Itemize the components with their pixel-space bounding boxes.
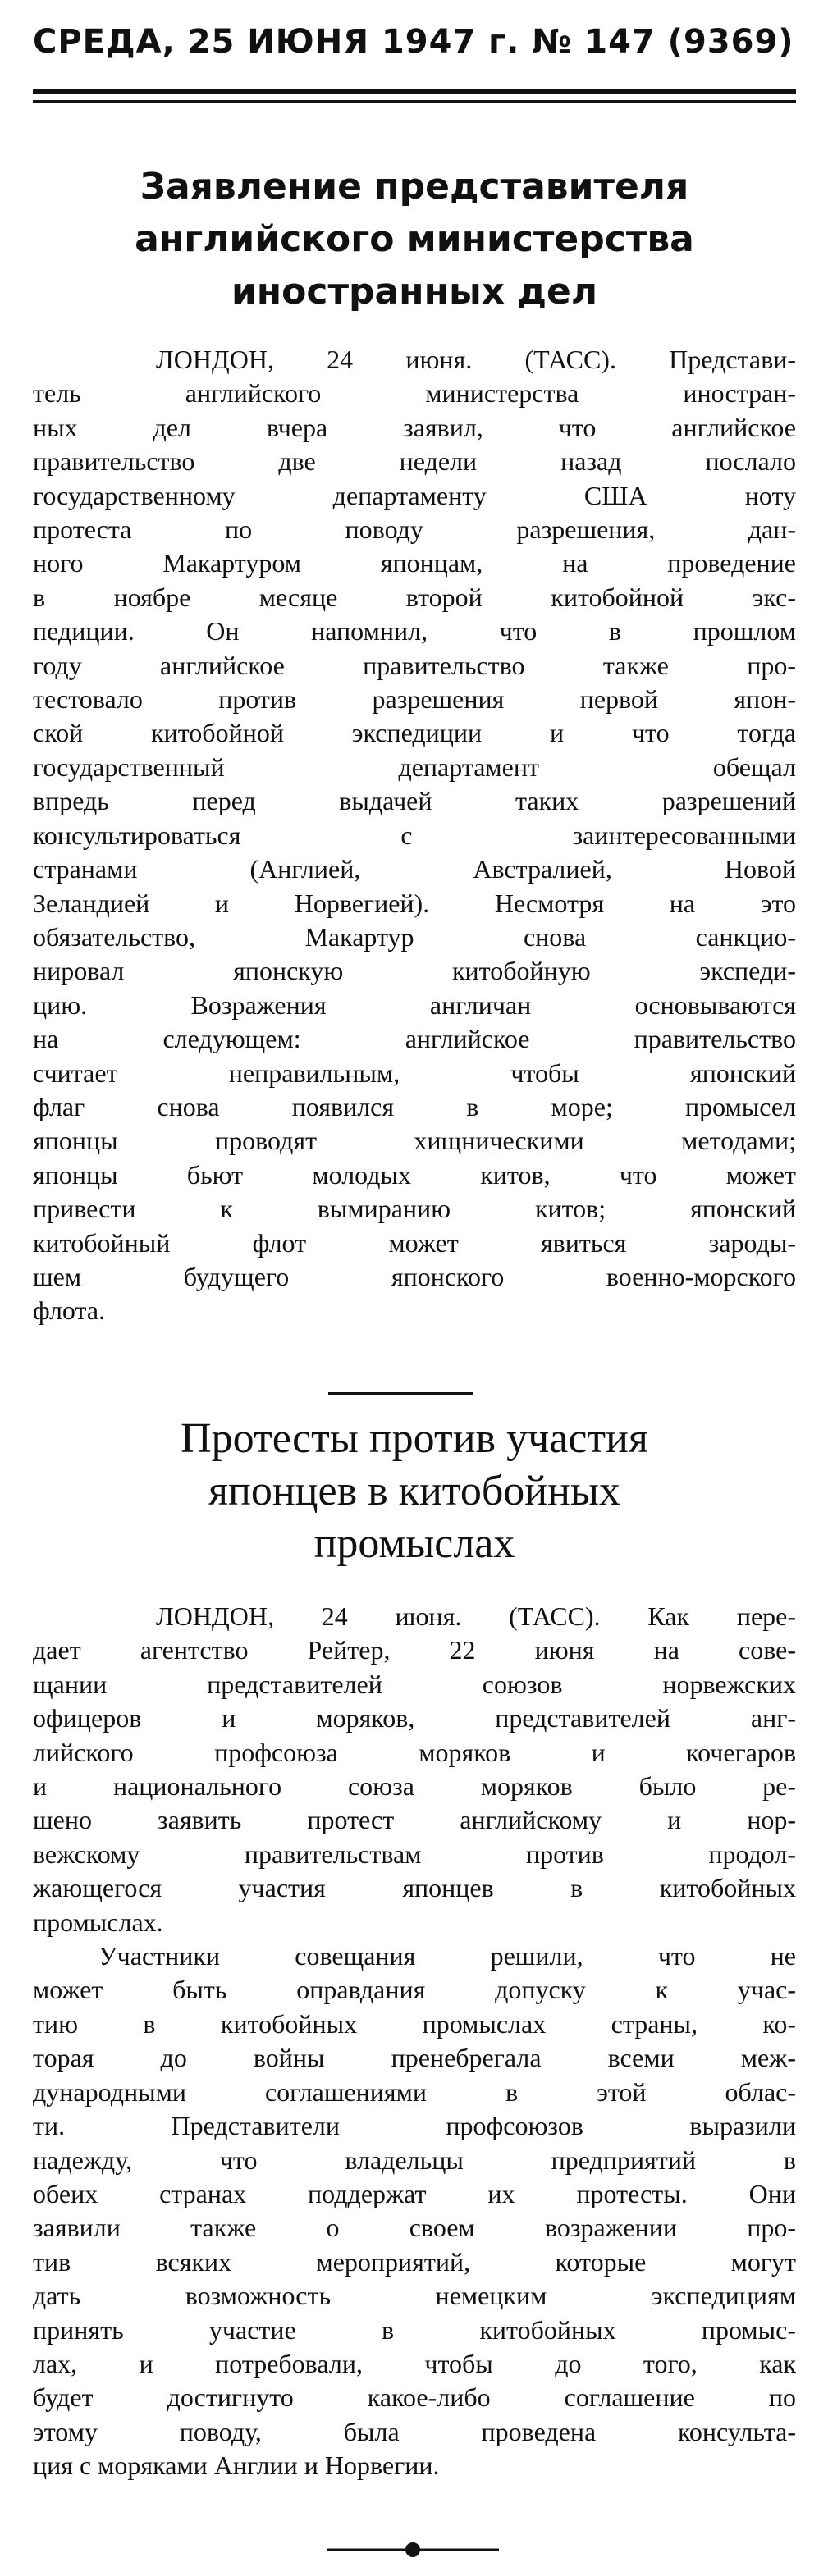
- body-line: обеих странах поддержат их протесты. Они: [33, 2178, 796, 2208]
- body-line: педиции. Он напомнил, что в прошлом: [33, 616, 796, 646]
- body-line: году английское правительство также про-: [33, 650, 796, 680]
- body-line: японцы бьют молодых китов, что может: [33, 1159, 796, 1190]
- body-line: может быть оправдания допуску к учас-: [33, 1975, 796, 2005]
- body-line: японцы проводят хищническими методами;: [33, 1126, 796, 1156]
- body-line: привести к вымиранию китов; японский: [33, 1194, 796, 1224]
- body-line: ция с моряками Англии и Норвегии.: [33, 2450, 440, 2481]
- body-line: щании представителей союзов норвежских: [33, 1669, 796, 1699]
- body-line: впредь перед выдачей таких разрешений: [33, 786, 796, 816]
- body-line: лийского профсоюза моряков и кочегаров: [33, 1737, 796, 1767]
- body-line: Зеландией и Норвегией). Несмотря на это: [33, 888, 796, 918]
- body-line: ской китобойной экспедиции и что тогда: [33, 718, 796, 748]
- headline-line: английского министерства: [135, 218, 694, 260]
- body-line: тию в китобойных промыслах страны, ко-: [33, 2008, 796, 2039]
- body-line: обязательство, Макартур снова санкцио-: [33, 921, 796, 952]
- body-line: тив всяких мероприятий, которые могут: [33, 2246, 796, 2277]
- body-line: флаг снова появился в море; промысел: [33, 1091, 796, 1121]
- body-line: дать возможность немецким экспедициям: [33, 2281, 796, 2311]
- body-line: тель английского министерства иностран-: [33, 378, 796, 409]
- body-line: будет достигнуто какое-либо соглашение по: [33, 2382, 796, 2413]
- masthead-rule-thick: [33, 89, 796, 94]
- article-statement-headline: [33, 161, 796, 318]
- body-line: жающегося участия японцев в китобойных: [33, 1873, 796, 1903]
- article-statement: [33, 161, 796, 1328]
- body-line: промыслах.: [33, 1907, 163, 1937]
- body-line: торая до войны пренебрегала всеми меж-: [33, 2043, 796, 2073]
- body-line: протеста по поводу разрешения, дан-: [33, 514, 796, 545]
- headline-line: иностранных дел: [231, 271, 598, 313]
- body-line: лах, и потребовали, чтобы до того, как: [33, 2348, 796, 2378]
- body-line: ных дел вчера заявил, что английское: [33, 412, 796, 442]
- body-line: ти. Представители профсоюзов выразили: [33, 2111, 796, 2141]
- body-line: флота.: [33, 1295, 106, 1326]
- body-line: на следующем: английское правительство: [33, 1024, 796, 1054]
- article-separator: [328, 1392, 473, 1395]
- body-line: дает агентство Рейтер, 22 июня на сове-: [33, 1635, 796, 1665]
- article-protests-paragraph-2: [33, 1939, 796, 2483]
- end-ornament: [327, 2542, 499, 2558]
- body-line: надежду, что владельцы предприятий в: [33, 2144, 796, 2175]
- body-line: цию. Возражения англичан основываются: [33, 989, 796, 1020]
- issue-masthead: СРЕДА, 25 ИЮНЯ 1947 г. № 147 (9369): [33, 23, 794, 61]
- article-statement-body: [33, 343, 796, 1328]
- body-line: шем будущего японского военно-морского: [33, 1261, 796, 1291]
- body-line: офицеров и моряков, представителей анг-: [33, 1703, 796, 1733]
- article-protests-paragraph-1: [33, 1600, 796, 1939]
- masthead-rule-thin: [33, 100, 796, 103]
- headline-line: промыслах: [313, 1520, 515, 1567]
- body-line: консультироваться с заинтересованными: [33, 820, 796, 850]
- body-line: в ноябре месяце второй китобойной экс-: [33, 582, 796, 612]
- headline-line: Заявление представителя: [140, 166, 689, 208]
- headline-line: Протесты против участия: [181, 1415, 648, 1462]
- body-line: принять участие в китобойных промыс-: [33, 2314, 796, 2345]
- body-line: китобойный флот может явиться зароды-: [33, 1227, 796, 1258]
- body-line: шено заявить протест английскому и нор-: [33, 1805, 796, 1835]
- body-line: и национального союза моряков было ре-: [33, 1771, 796, 1802]
- article-protests: [33, 1413, 796, 2483]
- body-line: Участники совещания решили, что не: [98, 1941, 796, 1971]
- body-line: государственному департаменту США ноту: [33, 480, 796, 510]
- body-line: этому поводу, была проведена консульта-: [33, 2416, 796, 2446]
- body-line: ного Макартуром японцам, на проведение: [33, 548, 796, 578]
- body-line: ЛОНДОН, 24 июня. (ТАСС). Представи-: [156, 345, 796, 374]
- body-line: странами (Англией, Австралией, Новой: [33, 854, 796, 884]
- body-line: правительство две недели назад послало: [33, 446, 796, 477]
- body-line: дународными соглашениями в этой облас-: [33, 2076, 796, 2107]
- body-line: нировал японскую китобойную экспеди-: [33, 956, 796, 986]
- article-protests-headline: [33, 1413, 796, 1570]
- body-line: вежскому правительствам против продол-: [33, 1838, 796, 1869]
- headline-line: японцев в китобойных: [208, 1468, 620, 1514]
- body-line: ЛОНДОН, 24 июня. (ТАСС). Как пере-: [156, 1601, 796, 1631]
- body-line: тестовало против разрешения первой япон-: [33, 684, 796, 715]
- body-line: государственный департамент обещал: [33, 751, 796, 782]
- body-line: считает неправильным, чтобы японский: [33, 1057, 796, 1088]
- body-line: заявили также о своем возражении про-: [33, 2213, 796, 2243]
